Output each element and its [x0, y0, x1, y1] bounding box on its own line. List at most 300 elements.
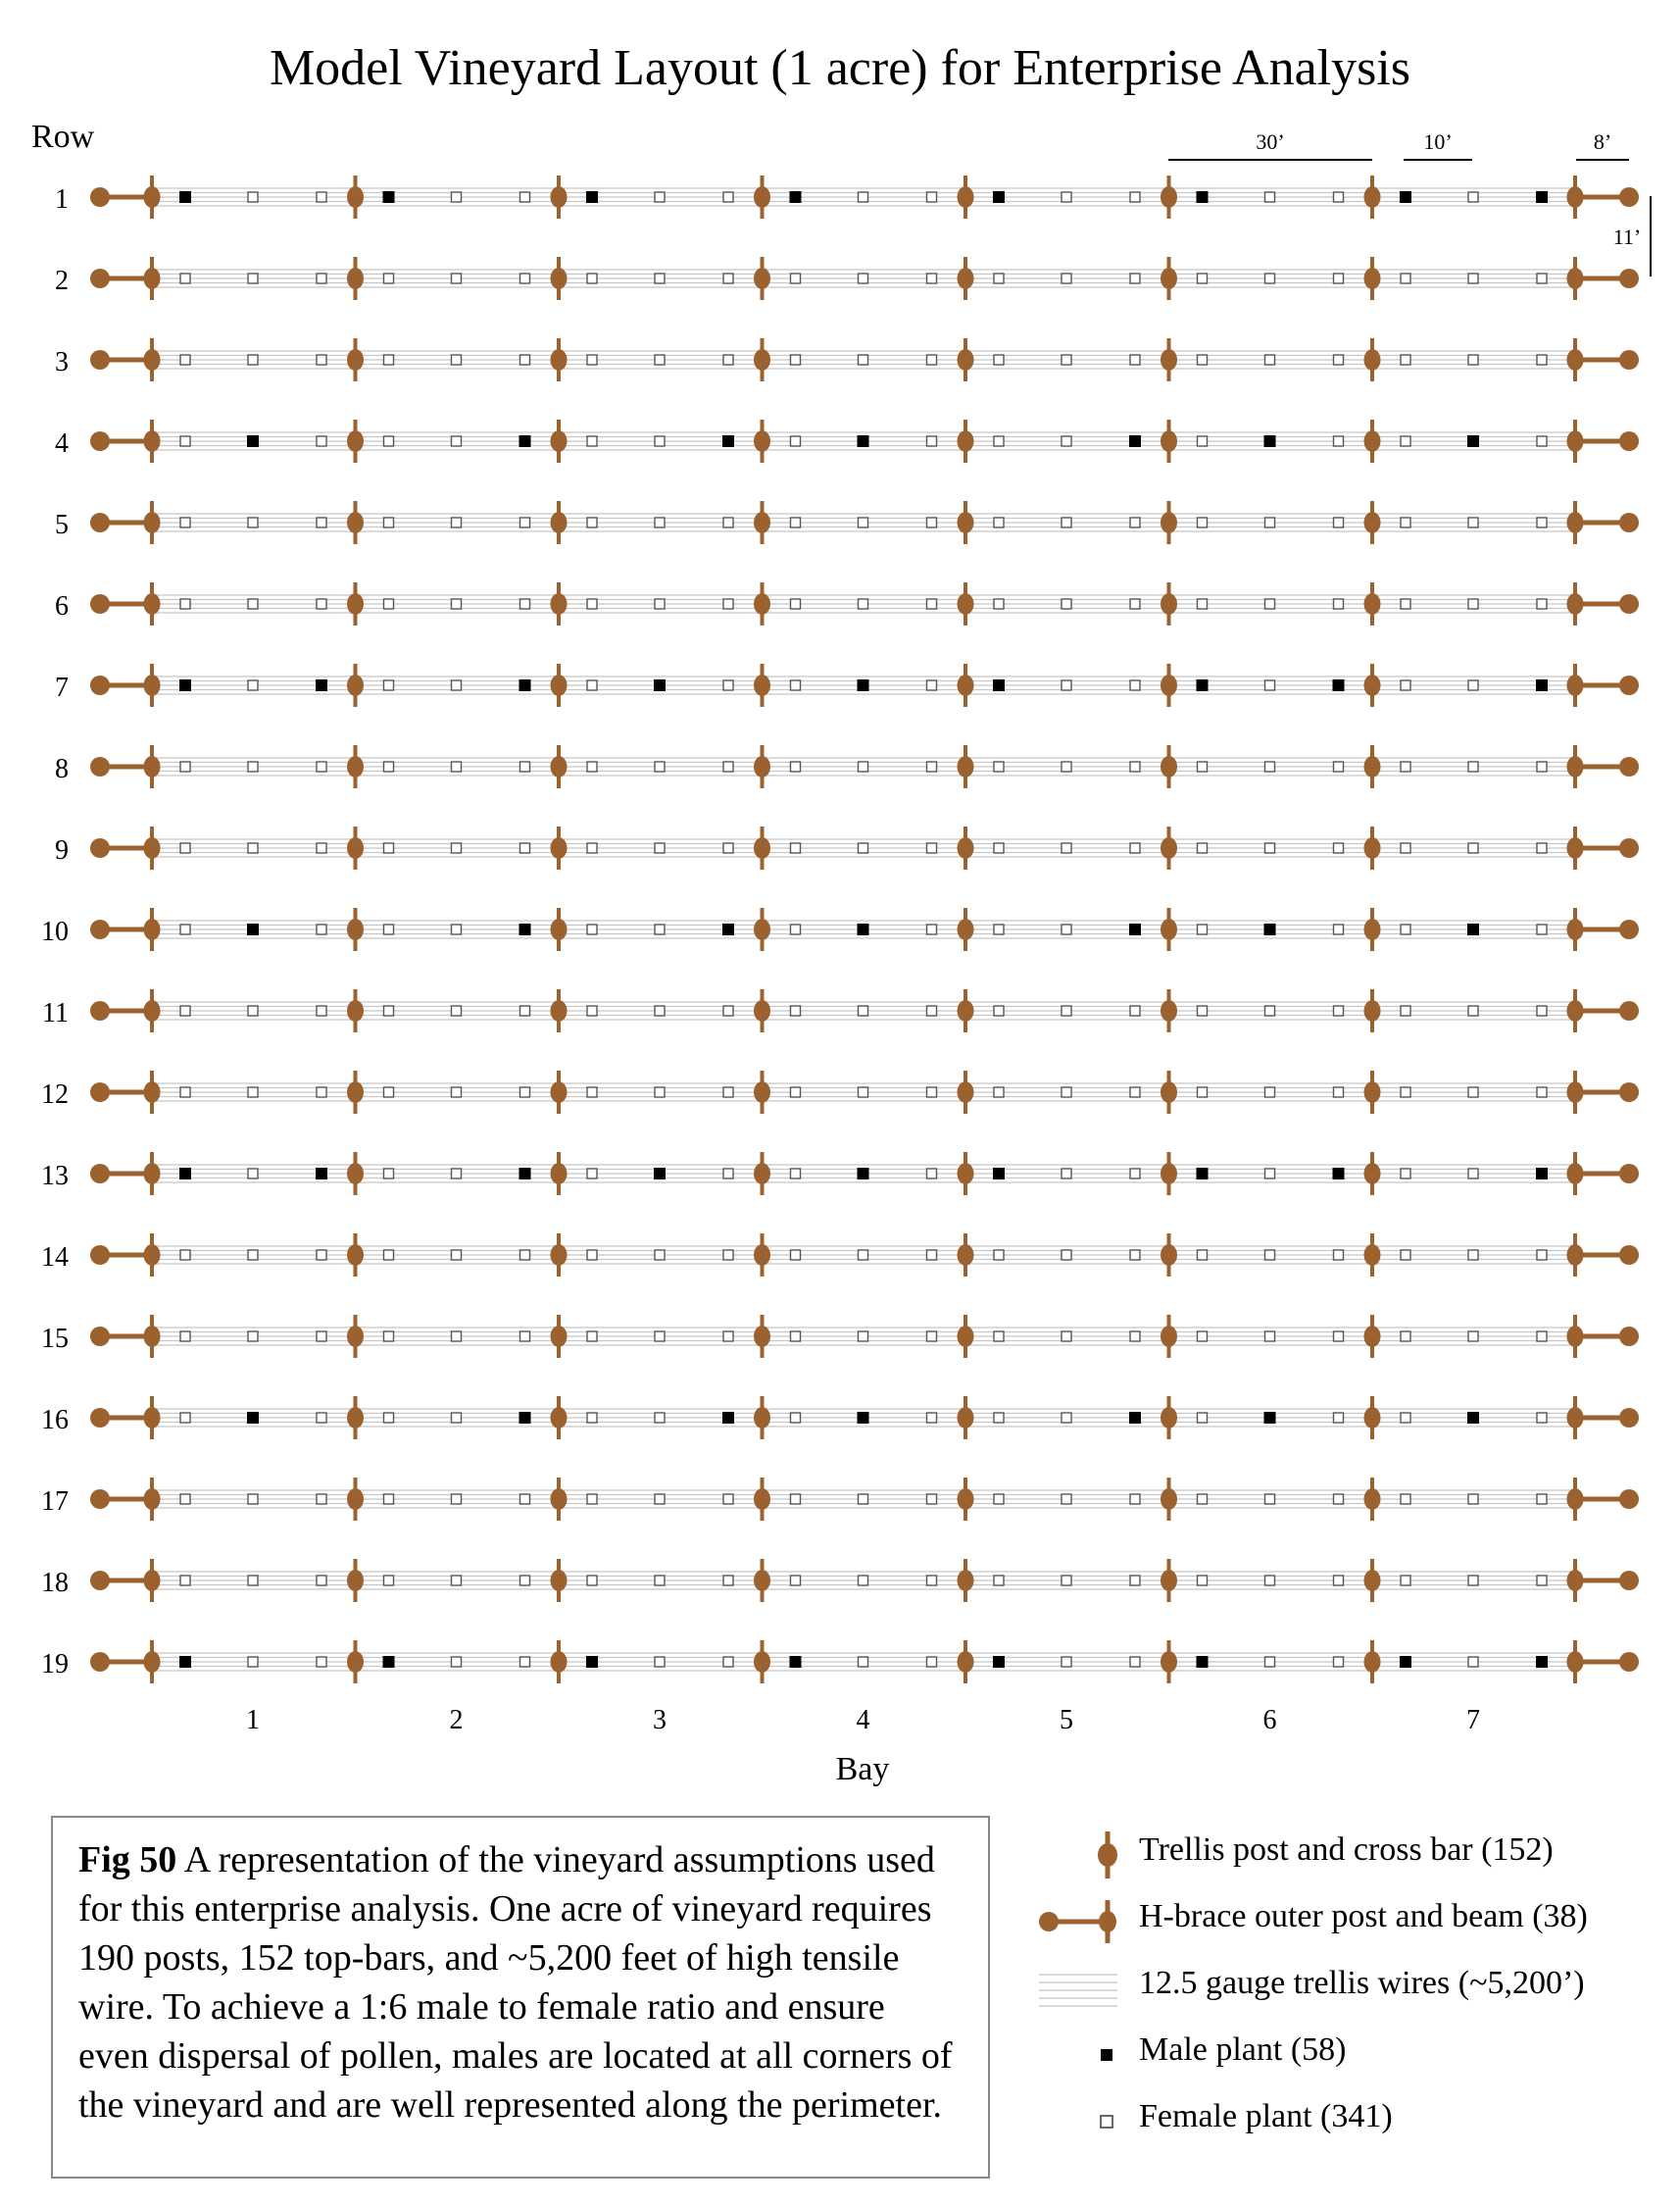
- female-plant: [994, 1250, 1004, 1260]
- trellis-post: [1161, 1570, 1177, 1591]
- female-plant: [384, 1087, 394, 1097]
- female-plant: [1401, 355, 1410, 365]
- vineyard-row: [55, 175, 1639, 219]
- trellis-post: [754, 1000, 770, 1022]
- trellis-post: [551, 268, 568, 289]
- trellis-post: [347, 1407, 364, 1428]
- female-plant: [384, 1169, 394, 1178]
- row-number: 1: [55, 184, 69, 215]
- male-plant: [586, 1656, 598, 1668]
- male-plant: [586, 191, 598, 203]
- female-plant: [723, 1657, 733, 1667]
- row-number: 17: [41, 1486, 69, 1517]
- h-brace-outer-post: [90, 1408, 110, 1428]
- female-plant: [452, 762, 462, 772]
- female-plant: [1468, 1576, 1478, 1585]
- h-brace-outer-post: [1619, 1489, 1639, 1509]
- trellis-post: [347, 1651, 364, 1673]
- female-plant: [859, 1331, 868, 1341]
- trellis-post: [1567, 1326, 1584, 1347]
- trellis-post: [958, 1163, 974, 1184]
- row-number: 16: [41, 1405, 69, 1435]
- female-plant: [1334, 1576, 1344, 1585]
- trellis-post: [754, 675, 770, 696]
- trellis-post: [754, 1163, 770, 1184]
- female-plant: [1062, 599, 1071, 609]
- female-plant: [587, 518, 597, 527]
- female-plant: [927, 925, 937, 934]
- female-plant: [1265, 1087, 1275, 1097]
- trellis-post: [347, 512, 364, 533]
- female-plant: [317, 274, 326, 283]
- male-plant: [1400, 191, 1411, 203]
- bay-number: 7: [1466, 1705, 1480, 1735]
- trellis-post: [1364, 512, 1381, 533]
- female-plant: [859, 843, 868, 853]
- female-plant: [1468, 1169, 1478, 1178]
- dimension-end-brace: [1576, 129, 1629, 160]
- female-plant: [452, 1331, 462, 1341]
- female-plant: [994, 762, 1004, 772]
- female-plant: [248, 1576, 258, 1585]
- female-plant: [1537, 925, 1547, 934]
- trellis-post: [1364, 756, 1381, 777]
- male-plant: [247, 924, 259, 935]
- female-plant: [1265, 599, 1275, 609]
- male-plant: [1197, 679, 1209, 691]
- female-plant: [927, 355, 937, 365]
- vineyard-row: [41, 908, 1639, 951]
- trellis-post: [1567, 756, 1584, 777]
- female-plant: [927, 518, 937, 527]
- female-plant: [1537, 762, 1547, 772]
- h-brace-outer-post: [1619, 269, 1639, 288]
- female-plant: [1265, 843, 1275, 853]
- trellis-post: [144, 1570, 161, 1591]
- female-plant: [452, 1169, 462, 1178]
- female-plant: [587, 1576, 597, 1585]
- female-plant: [1334, 762, 1344, 772]
- trellis-post: [958, 349, 974, 371]
- h-brace-outer-post: [90, 757, 110, 777]
- h-brace-outer-post: [1619, 838, 1639, 858]
- trellis-post: [958, 1407, 974, 1428]
- bay-number: 4: [856, 1705, 870, 1735]
- trellis-post: [551, 1244, 568, 1266]
- female-plant: [723, 1006, 733, 1016]
- trellis-post: [1364, 1244, 1381, 1266]
- male-plant: [1333, 1168, 1345, 1179]
- female-plant: [1198, 355, 1208, 365]
- trellis-post: [551, 919, 568, 940]
- female-plant: [452, 274, 462, 283]
- h-brace-outer-post: [90, 187, 110, 207]
- trellis-post: [1567, 1000, 1584, 1022]
- female-plant: [1265, 192, 1275, 202]
- female-plant: [1062, 436, 1071, 446]
- female-plant: [1401, 1576, 1410, 1585]
- female-plant: [180, 1087, 190, 1097]
- female-plant: [520, 192, 530, 202]
- female-plant: [859, 599, 868, 609]
- female-plant: [1537, 274, 1547, 283]
- female-plant: [1468, 762, 1478, 772]
- female-plant: [859, 1494, 868, 1504]
- male-plant: [179, 1656, 191, 1668]
- female-plant: [723, 1250, 733, 1260]
- male-plant: [722, 924, 734, 935]
- female-plant: [791, 1494, 801, 1504]
- trellis-post: [144, 1326, 161, 1347]
- h-brace-outer-post: [90, 1164, 110, 1183]
- female-plant: [994, 1413, 1004, 1423]
- trellis-post: [1364, 1651, 1381, 1673]
- female-plant: [1468, 1006, 1478, 1016]
- figure-label: Fig 50: [78, 1839, 177, 1880]
- female-plant: [1130, 518, 1140, 527]
- h-brace-outer-post: [90, 920, 110, 939]
- trellis-post: [347, 837, 364, 859]
- female-plant: [248, 1006, 258, 1016]
- female-plant: [1537, 1576, 1547, 1585]
- trellis-post: [1567, 268, 1584, 289]
- female-plant: [317, 436, 326, 446]
- male-plant: [1536, 1168, 1548, 1179]
- trellis-post: [754, 1488, 770, 1510]
- trellis-post: [551, 430, 568, 452]
- female-plant: [587, 274, 597, 283]
- trellis-post: [144, 837, 161, 859]
- female-plant: [1130, 1576, 1140, 1585]
- female-plant: [1537, 1413, 1547, 1423]
- trellis-post: [958, 186, 974, 208]
- female-plant: [248, 680, 258, 690]
- female-plant: [384, 843, 394, 853]
- female-plant: [248, 1087, 258, 1097]
- female-plant: [1334, 843, 1344, 853]
- female-plant: [927, 762, 937, 772]
- female-plant: [180, 762, 190, 772]
- female-plant: [791, 518, 801, 527]
- trellis-post: [754, 1081, 770, 1103]
- h-brace-outer-post: [1619, 676, 1639, 695]
- legend-item-female-plant: [1029, 2090, 1676, 2149]
- female-plant: [655, 1576, 665, 1585]
- male-plant: [316, 1168, 327, 1179]
- female-plant: [452, 355, 462, 365]
- female-plant: [1401, 1494, 1410, 1504]
- trellis-post: [551, 1326, 568, 1347]
- vineyard-row: [41, 1315, 1639, 1358]
- female-plant: [520, 599, 530, 609]
- female-plant: [180, 1331, 190, 1341]
- female-plant: [655, 1006, 665, 1016]
- trellis-post: [551, 1570, 568, 1591]
- trellis-post: [347, 430, 364, 452]
- trellis-post-icon: [1029, 1824, 1137, 1882]
- row-number: 10: [41, 917, 69, 947]
- female-plant: [317, 1576, 326, 1585]
- female-plant: [1130, 1494, 1140, 1504]
- female-plant: [1265, 1331, 1275, 1341]
- trellis-post: [144, 512, 161, 533]
- male-plant: [316, 679, 327, 691]
- row-number: 3: [55, 347, 69, 377]
- female-plant: [859, 355, 868, 365]
- trellis-post: [1567, 593, 1584, 615]
- female-plant: [1130, 274, 1140, 283]
- female-plant: [859, 274, 868, 283]
- female-plant: [1401, 925, 1410, 934]
- trellis-post: [1161, 1407, 1177, 1428]
- male-plant: [1129, 1412, 1141, 1424]
- trellis-post: [754, 593, 770, 615]
- bay-number: 5: [1060, 1705, 1073, 1735]
- female-plant: [1468, 192, 1478, 202]
- female-plant: [180, 355, 190, 365]
- female-plant: [1130, 1331, 1140, 1341]
- trellis-post: [551, 593, 568, 615]
- trellis-post: [1567, 1163, 1584, 1184]
- female-plant: [791, 1576, 801, 1585]
- bay-number: 1: [246, 1705, 260, 1735]
- female-plant: [452, 1494, 462, 1504]
- female-plant: [317, 192, 326, 202]
- trellis-post: [1161, 756, 1177, 777]
- legend-label: H-brace outer post and beam (38): [1139, 1898, 1588, 1934]
- female-plant: [317, 762, 326, 772]
- trellis-post: [1567, 1570, 1584, 1591]
- female-plant: [791, 1331, 801, 1341]
- female-plant: [1198, 1413, 1208, 1423]
- female-plant: [723, 1494, 733, 1504]
- female-plant: [248, 192, 258, 202]
- trellis-post: [551, 186, 568, 208]
- trellis-post: [1161, 512, 1177, 533]
- female-plant: [452, 843, 462, 853]
- h-brace-outer-post: [1619, 920, 1639, 939]
- female-plant: [248, 274, 258, 283]
- female-plant: [791, 1413, 801, 1423]
- female-plant: [1401, 1087, 1410, 1097]
- female-plant: [180, 518, 190, 527]
- trellis-post: [347, 1081, 364, 1103]
- female-plant: [723, 518, 733, 527]
- male-plant: [247, 435, 259, 447]
- vineyard-row: [55, 664, 1639, 707]
- female-plant: [384, 1006, 394, 1016]
- row-number: 12: [41, 1079, 69, 1110]
- row-axis-label: Row: [31, 119, 95, 155]
- trellis-post: [1567, 512, 1584, 533]
- h-brace-outer-post: [90, 1489, 110, 1509]
- trellis-post: [1567, 1407, 1584, 1428]
- trellis-post: [1364, 186, 1381, 208]
- female-plant: [384, 599, 394, 609]
- female-plant: [927, 1576, 937, 1585]
- female-plant: [1537, 1331, 1547, 1341]
- trellis-post: [958, 1244, 974, 1266]
- female-plant: [384, 1250, 394, 1260]
- male-plant: [993, 191, 1005, 203]
- trellis-post: [1364, 1407, 1381, 1428]
- female-plant: [927, 1657, 937, 1667]
- female-plant: [994, 274, 1004, 283]
- female-plant: [859, 1006, 868, 1016]
- female-plant: [655, 1331, 665, 1341]
- trellis-post: [754, 1244, 770, 1266]
- vineyard-row: [41, 1640, 1639, 1683]
- male-plant: [519, 435, 531, 447]
- h-brace-outer-post: [90, 594, 110, 614]
- male-plant: [1264, 435, 1276, 447]
- female-plant: [452, 192, 462, 202]
- female-plant: [248, 1331, 258, 1341]
- male-plant: [247, 1412, 259, 1424]
- trellis-post: [958, 837, 974, 859]
- female-plant: [927, 1006, 937, 1016]
- trellis-post: [754, 186, 770, 208]
- female-plant: [452, 518, 462, 527]
- trellis-post: [144, 1407, 161, 1428]
- h-brace-outer-post: [1619, 513, 1639, 532]
- female-plant: [1401, 680, 1410, 690]
- trellis-post: [1364, 268, 1381, 289]
- row-number: 9: [55, 835, 69, 866]
- female-plant: [1401, 1169, 1410, 1178]
- female-plant: [317, 1413, 326, 1423]
- trellis-post: [347, 186, 364, 208]
- trellis-post: [1161, 1651, 1177, 1673]
- female-plant: [1198, 1494, 1208, 1504]
- trellis-post: [958, 512, 974, 533]
- male-plant: [993, 1656, 1005, 1668]
- dimension-plant-spacing: [1404, 129, 1472, 160]
- female-plant: [587, 1331, 597, 1341]
- female-plant: [452, 1087, 462, 1097]
- female-plant: [1130, 355, 1140, 365]
- h-brace-icon: [1029, 1890, 1137, 1949]
- female-plant: [1130, 843, 1140, 853]
- trellis-post: [1567, 1651, 1584, 1673]
- male-plant: [1536, 191, 1548, 203]
- female-plant: [384, 518, 394, 527]
- female-plant: [1062, 843, 1071, 853]
- vineyard-row: [55, 501, 1639, 544]
- trellis-post: [754, 1570, 770, 1591]
- row-number: 15: [41, 1324, 69, 1354]
- vineyard-row: [41, 1071, 1639, 1114]
- female-plant: [587, 1169, 597, 1178]
- female-plant: [384, 762, 394, 772]
- female-plant: [1468, 274, 1478, 283]
- female-plant: [1062, 680, 1071, 690]
- female-plant: [1062, 1331, 1071, 1341]
- female-plant: [655, 518, 665, 527]
- trellis-post: [754, 1651, 770, 1673]
- female-plant: [180, 925, 190, 934]
- female-plant: [927, 1087, 937, 1097]
- trellis-post: [754, 756, 770, 777]
- female-plant: [248, 843, 258, 853]
- female-plant: [1401, 274, 1410, 283]
- female-plant: [587, 1250, 597, 1260]
- trellis-post: [1364, 1326, 1381, 1347]
- h-brace-outer-post: [1619, 1408, 1639, 1428]
- trellis-post: [754, 1407, 770, 1428]
- female-plant: [1334, 1250, 1344, 1260]
- dimension-bay-length: [1168, 129, 1372, 160]
- trellis-post: [1364, 1163, 1381, 1184]
- trellis-post: [958, 430, 974, 452]
- female-plant: [655, 843, 665, 853]
- h-brace-outer-post: [90, 350, 110, 370]
- legend-item-trellis-post: [1029, 1824, 1676, 1882]
- female-plant: [1198, 762, 1208, 772]
- trellis-post: [551, 1488, 568, 1510]
- trellis-post: [1567, 675, 1584, 696]
- h-brace-outer-post: [1619, 757, 1639, 777]
- trellis-post: [754, 837, 770, 859]
- female-plant: [927, 1331, 937, 1341]
- female-plant: [1468, 599, 1478, 609]
- trellis-post: [551, 512, 568, 533]
- female-plant: [452, 436, 462, 446]
- female-plant: [655, 1657, 665, 1667]
- female-plant: [1130, 1087, 1140, 1097]
- female-plant: [655, 762, 665, 772]
- female-plant: [723, 1331, 733, 1341]
- male-plant: [519, 679, 531, 691]
- female-plant: [1062, 518, 1071, 527]
- female-plant: [1265, 1576, 1275, 1585]
- female-plant: [1062, 1494, 1071, 1504]
- female-plant: [1130, 680, 1140, 690]
- female-plant: [1334, 925, 1344, 934]
- trellis-post: [958, 675, 974, 696]
- h-brace-outer-post: [1619, 431, 1639, 451]
- trellis-post: [1567, 1244, 1584, 1266]
- trellis-post: [958, 593, 974, 615]
- trellis-post: [1161, 1163, 1177, 1184]
- female-plant: [791, 1006, 801, 1016]
- dimension-plant-spacing-label: 10’: [1423, 129, 1453, 154]
- female-plant: [248, 762, 258, 772]
- trellis-post: [347, 593, 364, 615]
- female-plant: [927, 192, 937, 202]
- dimension-bay-length-label: 30’: [1256, 129, 1285, 154]
- trellis-post: [1161, 186, 1177, 208]
- male-plant: [519, 1168, 531, 1179]
- female-plant: [180, 599, 190, 609]
- female-plant: [1130, 1250, 1140, 1260]
- vineyard-rows: [41, 175, 1639, 1683]
- female-plant: [994, 1494, 1004, 1504]
- female-plant: [180, 1576, 190, 1585]
- h-brace-outer-post: [1619, 1082, 1639, 1102]
- bay-number: 2: [449, 1705, 464, 1735]
- trellis-post: [958, 268, 974, 289]
- h-brace-outer-post: [1619, 1245, 1639, 1265]
- female-plant: [1062, 1576, 1071, 1585]
- male-plant: [519, 924, 531, 935]
- female-plant: [1468, 355, 1478, 365]
- female-plant: [1198, 599, 1208, 609]
- female-plant: [1537, 1087, 1547, 1097]
- female-plant: [384, 925, 394, 934]
- female-plant: [520, 1657, 530, 1667]
- female-plant: [1062, 1250, 1071, 1260]
